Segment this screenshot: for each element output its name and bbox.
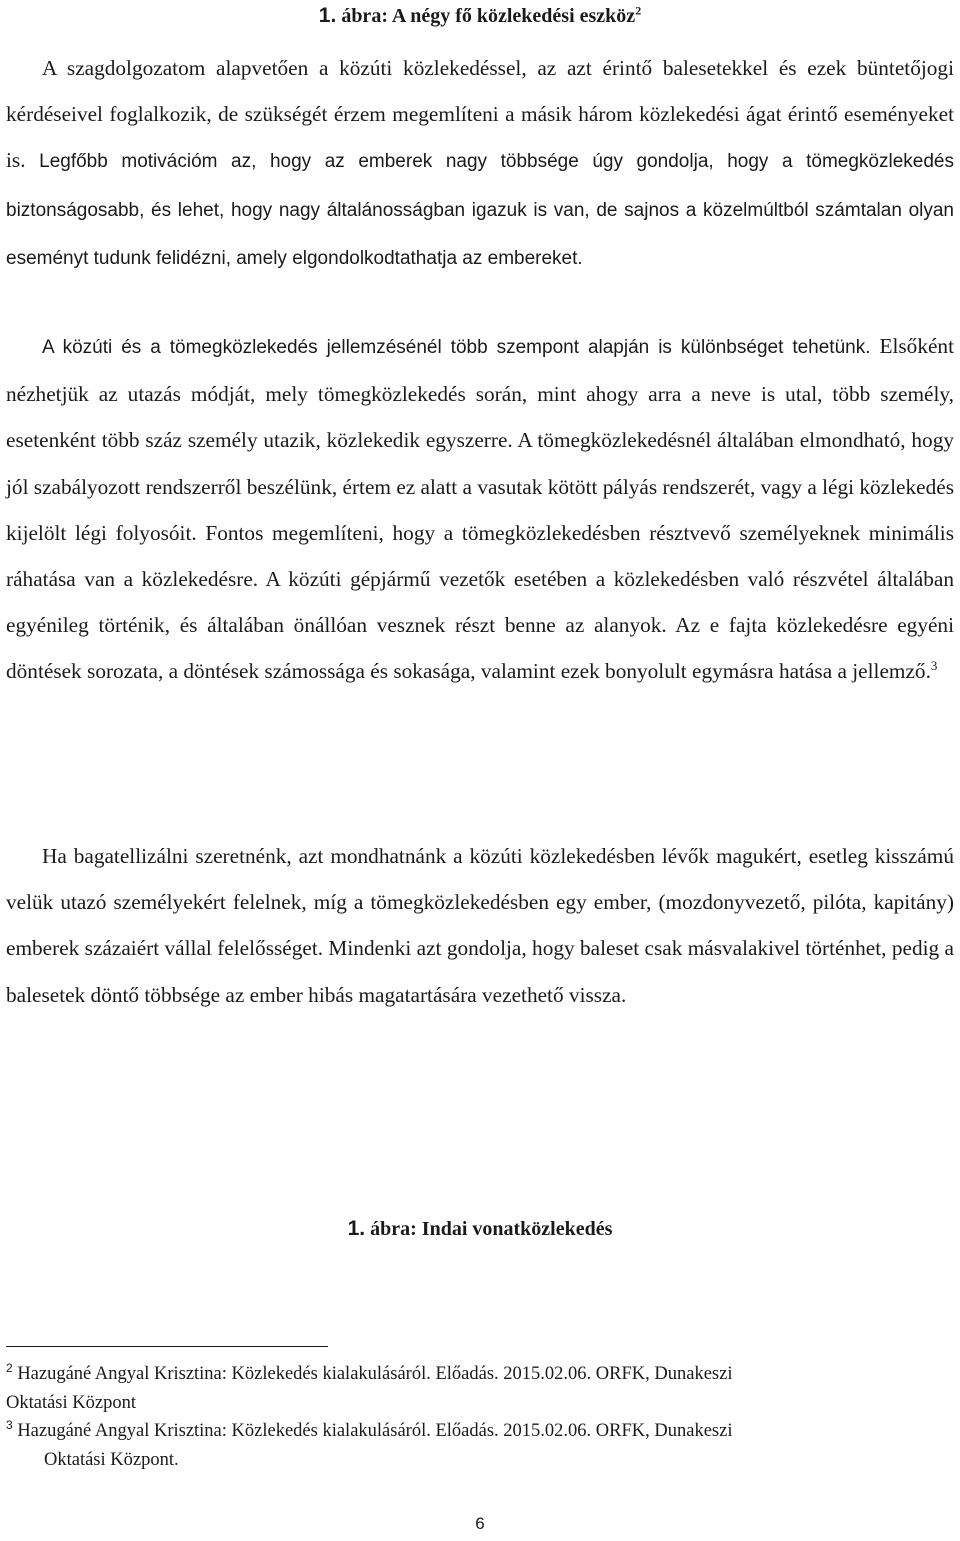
paragraph-text: Ha bagatellizálni szeretnénk, azt mondhatnánk a közúti közlekedésben lévők magukért, esetleg kisszámú velük utazó személyekért felelnek, míg a tömegközlekedésben egy ember, (mozdonyvezető, pilóta, kapitány) emberek százaiért vállal felelősséget. Mindenki azt gondolja, hogy baleset csak másvalakivel történhet, pedig a balesetek döntő többsége az ember hibás magatartására vezethető vissza. [6, 844, 954, 1007]
figure-caption-text: ábra: A négy fő közlekedési eszköz [336, 5, 636, 27]
paragraph-responsibility [6, 833, 954, 1018]
footnote-ref: 2 [635, 3, 642, 18]
paragraph-text-sans: Legfőbb motivációm az, hogy az emberek nagy többsége úgy gondolja, hogy a tömegközlekedés biztonságosabb, és lehet, hogy nagy általánosságban igazuk is van, de sajnos a közelmúltból számtalan olyan eseményt tudunk felidézni, amely elgondolkodtathatja az embereket. [6, 151, 954, 269]
footnote-ref: 3 [930, 658, 938, 674]
footnote-continuation: Oktatási Központ [6, 1393, 136, 1413]
footnote-3 [6, 1417, 946, 1475]
footnote-line [6, 1360, 946, 1389]
figure-number: 1. [318, 4, 337, 27]
footnote-number: 2 [6, 1360, 13, 1375]
paragraph-comparison [6, 323, 954, 695]
footnote-separator [6, 1346, 328, 1347]
footnote-text: Hazugáné Angyal Krisztina: Közlekedés kialakulásáról. Előadás. 2015.02.06. ORFK, Dunakeszi [12, 1364, 733, 1384]
footnote-text: Hazugáné Angyal Krisztina: Közlekedés kialakulásáról. Előadás. 2015.02.06. ORFK, Dunakeszi [12, 1421, 733, 1441]
figure-caption-text: ábra: Indai vonatközlekedés [365, 1218, 613, 1240]
paragraph-text-sans: A közúti és a tömegközlekedés jellemzésénél több szempont alapján is különbséget tehetünk. [42, 337, 880, 358]
footnote-number: 3 [6, 1417, 13, 1432]
footnote-2 [6, 1360, 946, 1418]
paragraph-text: A szagdolgozatom alapvetően a közúti közlekedéssel, az azt érintő balesetekkel és ezek büntetőjogi kérdéseivel foglalkozik, de szükségét érzem megemlíteni a másik három közlekedési ágat érintő eseményeket is. [6, 56, 954, 173]
footnote-line [6, 1417, 946, 1446]
page-number: 6 [475, 1514, 485, 1533]
figure-caption-top [0, 4, 960, 28]
figure-caption-bottom [0, 1217, 960, 1241]
figure-number: 1. [347, 1217, 366, 1240]
footnote-continuation: Oktatási Központ. [44, 1450, 179, 1470]
paragraph-motivation [6, 45, 954, 282]
paragraph-text: Elsőként nézhetjük az utazás módját, mely tömegközlekedés során, mint ahogy arra a neve is utal, több személy, esetenként több száz személy utazik, közlekedik egyszerre. A tömegközlekedésnél általában elmondható, hogy jól szabályozott rendszerről beszélünk, értem ez alatt a vasutak kötött pályás rendszerét, vagy a légi közlekedés kijelölt légi folyosóit. Fontos megemlíteni, hogy a tömegközlekedésben résztvevő személyeknek minimális ráhatása van a közlekedésre. A közúti gépjármű vezetők esetében a közlekedésben való részvétel általában egyénileg történik, és általában önállóan vesznek részt benne az alanyok. Az e fajta közlekedésre egyéni döntések sorozata, a döntések számossága és sokasága, valamint ezek bonyolult egymásra hatása a jellemző. [6, 334, 954, 684]
